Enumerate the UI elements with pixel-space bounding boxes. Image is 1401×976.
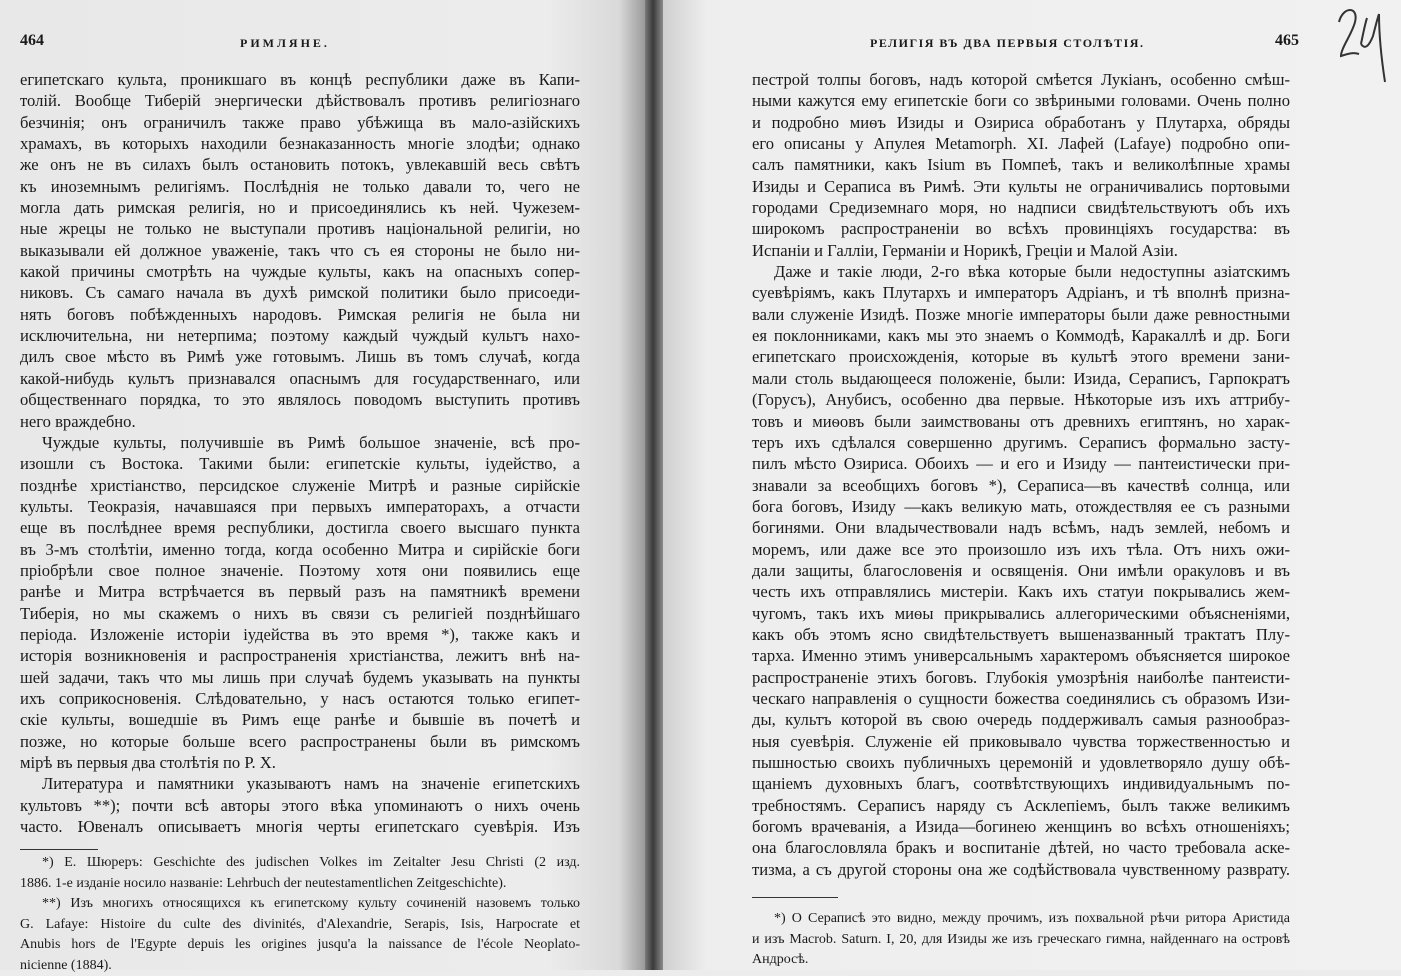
text-line: ея поклонниками, какъ мы это знаемъ о Коммодѣ, Каракаллѣ и др. Боги [752,325,1290,346]
text-line: же онъ не въ силахъ былъ остановить потокъ, увлекавшій весь свѣтъ [20,154,580,175]
text-line: выказывали ей должное уваженіе, такъ что съ ея стороны не было ни- [20,240,580,261]
text-line: позднѣе христіанство, персидское служеніе Митрѣ и разные сирійскіе [20,475,580,496]
footnote-line: 1886. 1-е изданіе носило названіе: Lehrbuch der neutestamentlichen Zeitgeschichte). [20,874,580,895]
text-line: Изиды и Сераписа въ Римѣ. Эти культы не ограничивались портовыми [752,176,1290,197]
text-line: городами Средиземнаго моря, но надписи свидѣтельствуютъ объ ихъ [752,197,1290,218]
footnote-line: G. Lafaye: Histoire du culte des divinités, d'Alexandrie, Serapis, Isis, Harpocrate et [20,915,580,936]
footnote-line: и изъ Macrob. Saturn. I, 20, для Изиды же изъ греческаго гимна, найденнаго на островѣ [752,930,1290,951]
footnote-line: nicienne (1884). [20,956,580,976]
text-line: изошли съ Востока. Такими были: египетскіе культы, іудейство, а [20,453,580,474]
text-line: суевѣріямъ, какъ Плутархъ и императоръ Адріанъ, и тѣ вполнѣ призна- [752,282,1290,303]
text-line: она благословляла бракъ и воспитаніе дѣтей, но часто требовала аске- [752,837,1290,858]
left-page-number: 464 [20,32,44,50]
left-footnotes [20,853,580,976]
text-line: скіе культы, вошедшіе въ Римъ еще ранѣе и бывшіе въ почетѣ и [20,709,580,730]
text-line: египетскаго культа, проникшаго въ концѣ республики даже въ Капи- [20,69,580,90]
text-line: него враждебно. [20,411,580,432]
text-line: дали защиты, благословенія и освященія. Они имѣли оракуловъ и въ [752,560,1290,581]
text-line: мірѣ въ первыя два столѣтія по Р. Х. [20,752,580,773]
text-line: пестрой толпы боговъ, надъ которой смѣется Лукіанъ, особенно смѣш- [752,69,1290,90]
text-line: исторія возникновенія и распространенія христіанства, лежитъ внѣ на- [20,645,580,666]
text-line: какой-нибудь культъ признавался опаснымъ для государственнаго, или [20,368,580,389]
text-line: храмахъ, въ которыхъ находили безнаказанность многіе злодѣи; однако [20,133,580,154]
left-running-head: РИМЛЯНЕ. [240,36,330,51]
text-line: еще въ послѣднее время республики, достигла своего высшаго пункта [20,517,580,538]
text-line: Испаніи и Галліи, Германіи и Норикѣ, Греціи и Малой Азіи. [752,240,1290,261]
text-line: никовъ. Съ самаго начала въ духѣ римской политики было присоеди- [20,282,580,303]
text-line: Чуждые культы, получившіе въ Римѣ большое значеніе, всѣ про- [20,432,580,453]
text-line: нять боговъ побѣжденныхъ народовъ. Римская религія не была ни [20,304,580,325]
text-line: ные жрецы не только не выступали противъ національной религіи, но [20,218,580,239]
footnote-divider [752,897,838,898]
book-gutter [645,0,663,970]
text-line: безчинія; онъ ограничилъ также право убѣжища въ мало-азійскихъ [20,112,580,133]
text-line: египетскаго происхожденія, которые въ культѣ этого времени зани- [752,346,1290,367]
text-line: честь ихъ отправлялись мистеріи. Какъ ихъ статуи покрывались жем- [752,581,1290,602]
text-line: бога боговъ, Изиду —какъ великую мать, отождествляя ее съ разными [752,496,1290,517]
text-line: ранѣе и Митра встрѣчается въ первый разъ на памятникѣ времени [20,581,580,602]
text-line: позже, но которые больше всего распространены были въ римскомъ [20,731,580,752]
text-line: часто. Ювеналъ описываетъ многія черты египетскаго суевѣрія. Изъ [20,816,580,837]
text-line: теръ ихъ сдѣлался совершенно другимъ. Сераписъ формально засту- [752,432,1290,453]
handwritten-page-number [1335,4,1395,84]
footnote-line: *) О Сераписѣ это видно, между прочимъ, изъ похвальной рѣчи ритора Аристида [752,909,1290,930]
right-body-text [752,69,1290,880]
text-line: щаніемъ духовныхъ благъ, соотвѣтствующихъ индивидуальнымъ по- [752,773,1290,794]
text-line: въ 3-мъ столѣтіи, именно тогда, когда особенно Митра и сирійскіе боги [20,539,580,560]
text-line: ческаго направленія о сущности божества соединялись съ образомъ Изи- [752,688,1290,709]
text-line: къ иноземнымъ религіямъ. Послѣднія не только давали то, чего не [20,176,580,197]
text-line: и подробно миѳъ Изиды и Озириса обработанъ у Плутарха, обряды [752,112,1290,133]
text-line: исключительна, ни нетерпима; поэтому каждый чуждый культъ нахо- [20,325,580,346]
footnote-line: Андросѣ. [752,950,1290,971]
text-line: знавали за всеобщихъ боговъ *), Сераписа—въ качествѣ солнца, или [752,475,1290,496]
text-line: богинями. Они владычествовали надъ всѣмъ, надъ землей, небомъ и [752,517,1290,538]
text-line: тарха. Именно этимъ универсальнымъ характеромъ объясняется широкое [752,645,1290,666]
text-line: какой причины смотрѣть на чуждые культы, какъ на опасныхъ сопер- [20,261,580,282]
text-line: широкомъ распространеніи во всѣхъ провинціяхъ государства: въ [752,218,1290,239]
right-page-number: 465 [1275,32,1299,50]
text-line: вали служеніе Изидѣ. Позже многіе императоры были даже ревностными [752,304,1290,325]
text-line: Литература и памятники указываютъ намъ на значеніе египетскихъ [20,773,580,794]
text-line: мали столь выдающееся положеніе, были: Изида, Сераписъ, Гарпократъ [752,368,1290,389]
text-line: какъ объ этомъ ясно свидѣтельствуетъ вышеназванный трактатъ Плу- [752,624,1290,645]
text-line: чугомъ, такъ ихъ миѳы прикрывались аллегорическими объясненіями, [752,603,1290,624]
text-line: тизма, а съ другой стороны она же содѣйствовала чувственному разврату. [752,859,1290,880]
text-line: распространеніе этихъ боговъ. Глубокія умозрѣнія наиболѣе пантеисти- [752,667,1290,688]
text-line: товъ и миѳовъ были заимствованы отъ древнихъ египтянъ, но харак- [752,411,1290,432]
text-line: культы. Теокразія, начавшаяся при первыхъ императорахъ, а отчасти [20,496,580,517]
text-line: пышностью своихъ публичныхъ церемоній и удовлетворяло душу обѣ- [752,752,1290,773]
right-footnotes [752,909,1290,971]
text-line: моремъ, или даже все это произошло изъ ихъ тѣла. Отъ нихъ ожи- [752,539,1290,560]
text-line: дилъ свое мѣсто въ Римѣ уже готовымъ. Лишь въ томъ случаѣ, когда [20,346,580,367]
text-line: (Горусъ), Анубисъ, особенно два первые. Нѣкоторые изъ ихъ аттрибу- [752,389,1290,410]
text-line: шей задачи, такъ что мы лишь при случаѣ будемъ указывать на пункты [20,667,580,688]
footnote-line: *) Е. Шюреръ: Geschichte des judischen Volkes im Zeitalter Jesu Christi (2 изд. [20,853,580,874]
footnote-line: Anubis hors de l'Egypte depuis les origines jusqu'a la naissance de l'école Neoplato- [20,935,580,956]
left-body-text [20,69,580,837]
text-line: толій. Вообще Тиберій энергически дѣйствовалъ противъ религіознаго [20,90,580,111]
text-line: Даже и такіе люди, 2-го вѣка которые были недоступны азіатскимъ [752,261,1290,282]
text-line: періода. Изложеніе исторіи іудейства въ это время *), также какъ и [20,624,580,645]
text-line: пріобрѣли свое полное значеніе. Поэтому хотя они появились еще [20,560,580,581]
text-line: ными кажутся ему египетскіе боги со звѣриными головами. Очень полно [752,90,1290,111]
text-line: салъ памятники, какъ Isium въ Помпеѣ, такъ и великолѣпные храмы [752,154,1290,175]
text-line: общественнаго порядка, то это являлось поводомъ выступить противъ [20,389,580,410]
text-line: ды, культъ которой въ свою очередь поддерживалъ самыя разнообраз- [752,709,1290,730]
footnote-divider [20,849,98,850]
text-line: богомъ врачеванія, а Изида—богинею женщинъ во всѣхъ отношеніяхъ; [752,816,1290,837]
text-line: культовъ **); почти всѣ авторы этого вѣка упоминаютъ о нихъ очень [20,795,580,816]
text-line: могла дать римская религія, но и присоединялись къ ней. Чужезем- [20,197,580,218]
text-line: Тиберія, но мы скажемъ о нихъ въ связи съ религіей позднѣйшаго [20,603,580,624]
text-line: его описаны у Апулея Metamorph. XI. Лафей (Lafaye) подробно опи- [752,133,1290,154]
text-line: ныя суевѣрія. Служеніе ей приковывало чувства торжественностью и [752,731,1290,752]
right-running-head: РЕЛИГІЯ ВЪ ДВА ПЕРВЫЯ СТОЛѢТІЯ. [870,36,1144,51]
text-line: ихъ соприкосновенія. Слѣдовательно, у насъ остаются только египет- [20,688,580,709]
footnote-line: **) Изъ многихъ относящихся къ египетскому культу сочиненій назовемъ только [20,894,580,915]
text-line: пилъ мѣсто Озириса. Обоихъ — и его и Изиду — пантеистически при- [752,453,1290,474]
text-line: требностямъ. Сераписъ наряду съ Асклепіемъ, былъ также великимъ [752,795,1290,816]
